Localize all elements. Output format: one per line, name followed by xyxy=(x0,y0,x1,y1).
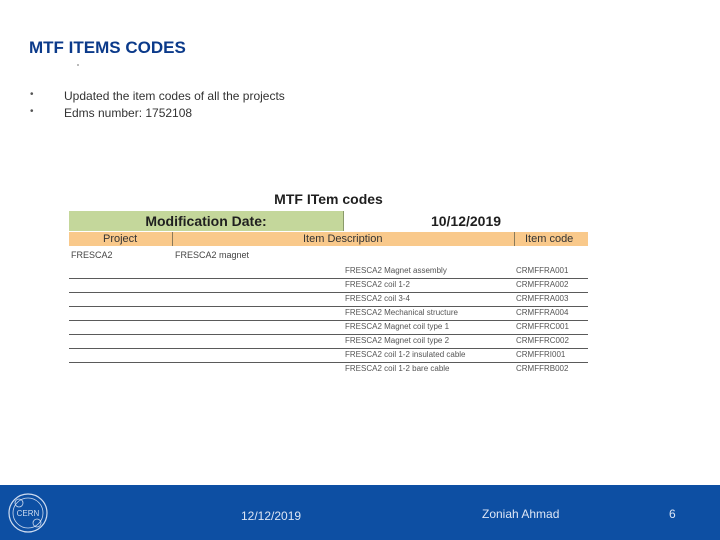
row-description: FRESCA2 Magnet coil type 1 xyxy=(345,322,450,331)
row-description: FRESCA2 coil 1-2 xyxy=(345,280,410,289)
row-code: CRMFFRA003 xyxy=(516,294,569,303)
table-row xyxy=(69,307,588,321)
decorative-dot xyxy=(77,64,79,66)
table-row xyxy=(69,363,588,376)
table-row xyxy=(69,335,588,349)
bullet-text: Updated the item codes of all the projects xyxy=(64,89,285,103)
table-title: MTF ITem codes xyxy=(69,187,588,212)
row-code: CRMFFRA001 xyxy=(516,266,569,275)
footer-date: 12/12/2019 xyxy=(241,509,302,523)
row-code: CRMFFRC002 xyxy=(516,336,569,345)
row-code: CRMFFRA002 xyxy=(516,280,569,289)
table-row xyxy=(69,321,588,335)
footer-author: Zoniah Ahmad xyxy=(482,507,560,521)
table-row xyxy=(69,293,588,307)
project-cell: FRESCA2 xyxy=(71,250,113,260)
project-description-cell: FRESCA2 magnet xyxy=(175,250,250,260)
column-header-project: Project xyxy=(103,233,138,245)
row-description: FRESCA2 coil 3-4 xyxy=(345,294,410,303)
page-number: 6 xyxy=(669,507,676,521)
footer-bar xyxy=(0,485,720,540)
row-description: FRESCA2 Magnet assembly xyxy=(345,266,447,275)
column-header-description: Item Description xyxy=(303,233,383,245)
table-row xyxy=(69,349,588,363)
row-description: FRESCA2 coil 1-2 insulated cable xyxy=(345,350,466,359)
row-description: FRESCA2 Magnet coil type 2 xyxy=(345,336,450,345)
item-codes-table-image xyxy=(69,187,588,374)
modification-row xyxy=(69,211,588,231)
row-code: CRMFFRC001 xyxy=(516,322,569,331)
row-code: CRMFFRA004 xyxy=(516,308,569,317)
modification-date: 10/12/2019 xyxy=(344,211,588,231)
bullet-icon: • xyxy=(30,89,34,100)
logo-text: CERN xyxy=(16,509,40,518)
cern-logo-icon xyxy=(6,491,50,535)
column-header-row xyxy=(69,232,588,246)
column-divider xyxy=(172,232,173,246)
table-row xyxy=(69,265,588,279)
bullet-icon: • xyxy=(30,106,34,117)
slide-title: MTF ITEMS CODES xyxy=(29,38,186,57)
column-header-code: Item code xyxy=(525,233,574,245)
row-description: FRESCA2 coil 1-2 bare cable xyxy=(345,364,450,373)
row-code: CRMFFRI001 xyxy=(516,350,566,359)
column-divider xyxy=(514,232,515,246)
modification-label: Modification Date: xyxy=(69,211,344,231)
bullet-text: Edms number: 1752108 xyxy=(64,106,193,120)
table-row xyxy=(69,279,588,293)
row-description: FRESCA2 Mechanical structure xyxy=(345,308,458,317)
row-code: CRMFFRB002 xyxy=(516,364,569,373)
